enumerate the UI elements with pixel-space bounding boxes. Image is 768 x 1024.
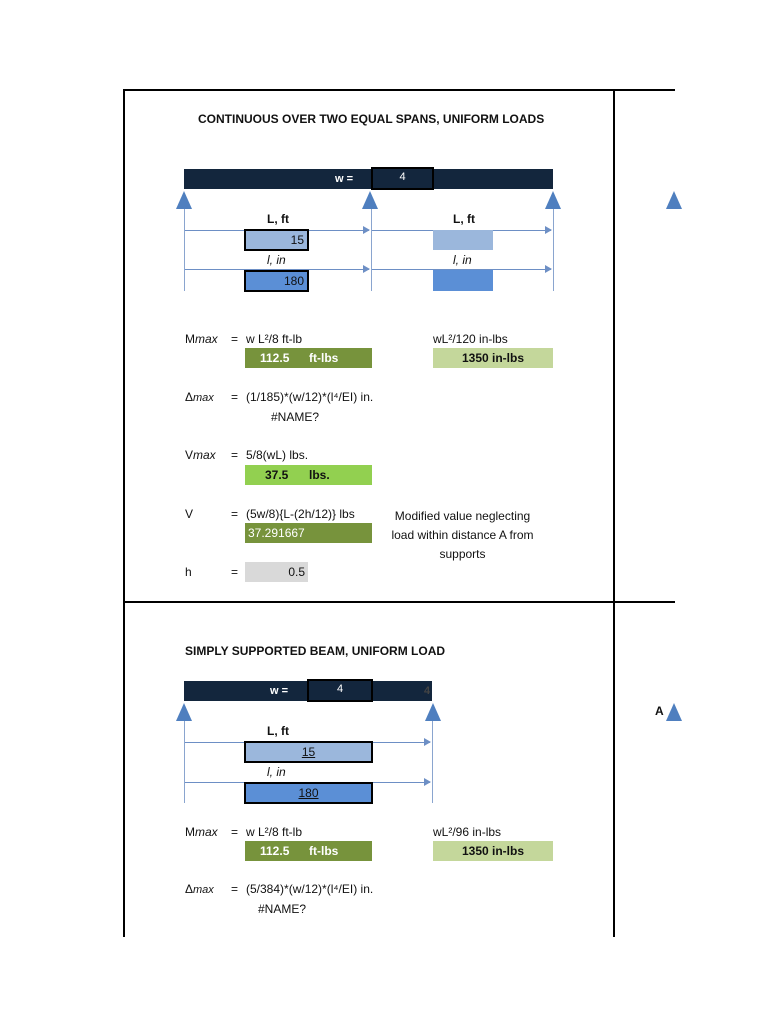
section2-title: SIMPLY SUPPORTED BEAM, UNIFORM LOAD [185, 644, 446, 658]
section1-mmax-symbol: Mmax [185, 332, 218, 346]
section2-support-right [425, 703, 441, 721]
section1-vmax-value-cell [245, 465, 372, 485]
section2-L-input[interactable] [244, 741, 373, 763]
section1-span2-L-cell [433, 230, 493, 250]
section1-w-input[interactable]: 4 [371, 167, 434, 190]
section1-dim-line-left [184, 209, 185, 291]
frame-divider [613, 89, 615, 937]
section2-mmax-formula: w L²/8 ft-lb [246, 825, 303, 839]
section2-dmax-eq: = [231, 882, 239, 896]
section2-mmax-value: 112.5 [260, 844, 290, 858]
section1-span2-l-label: l, in [453, 253, 472, 267]
section2-dmax-value: #NAME? [258, 902, 307, 916]
section1-span1-L-label: L, ft [267, 212, 289, 226]
section1-h-eq: = [231, 565, 239, 579]
section2-mmax-symbol: Mmax [185, 825, 218, 839]
section1-dmax-value: #NAME? [271, 410, 320, 424]
section1-dmax-eq: = [231, 390, 239, 404]
section2-support-left [176, 703, 192, 721]
section2-l-value: 180 [298, 786, 319, 800]
section1-L-input[interactable]: 15 [244, 229, 309, 251]
section1-title: CONTINUOUS OVER TWO EQUAL SPANS, UNIFORM LOADS [198, 112, 545, 126]
section1-v-formula: (5w/8){L-(2h/12)} lbs [246, 507, 355, 521]
section1-v-eq: = [231, 507, 239, 521]
section1-vmax-symbol: Vmax [185, 448, 216, 462]
section1-mmax-unit: ft-lbs [309, 351, 339, 365]
clipped-support-icon [666, 191, 682, 209]
section1-support-left [176, 191, 192, 209]
frame-left [123, 89, 125, 937]
section1-vmax-value: 37.5 [265, 468, 289, 482]
section2-l-label: l, in [267, 765, 286, 779]
section1-beam [184, 169, 553, 189]
section2-l-input[interactable] [244, 782, 373, 804]
section1-vmax-eq: = [231, 448, 239, 462]
clipped-label-A: A [655, 704, 664, 718]
section2-dim-line-left [184, 721, 185, 803]
section2-w-clip: 4 [424, 685, 431, 697]
section1-mmax-formula: w L²/8 ft-lb [246, 332, 303, 346]
section2-mmax-alt-value: 1350 in-lbs [433, 841, 553, 861]
clipped-support-icon-2 [666, 703, 682, 721]
section1-span2-L-label: L, ft [453, 212, 475, 226]
section1-vmax-formula: 5/8(wL) lbs. [246, 448, 309, 462]
section1-mmax-value: 112.5 [260, 351, 290, 365]
section1-support-middle [362, 191, 378, 209]
section1-span2-l-cell [433, 270, 493, 291]
section1-mmax-eq: = [231, 332, 239, 346]
section1-v-value: 37.291667 [245, 523, 372, 543]
section1-mmax-alt-value: 1350 in-lbs [433, 348, 553, 368]
section2-L-value: 15 [301, 745, 316, 759]
section2-w-label: w = [270, 685, 289, 697]
section1-mmax-value-cell [245, 348, 372, 368]
section2-mmax-value-cell [245, 841, 372, 861]
section1-span1-l-label: l, in [267, 253, 286, 267]
section1-vmax-unit: lbs. [309, 468, 330, 482]
section2-mmax-eq: = [231, 825, 239, 839]
section1-support-right [545, 191, 561, 209]
section2-mmax-unit: ft-lbs [309, 844, 339, 858]
section1-dmax-symbol: Δmax [185, 390, 214, 404]
frame-top [123, 89, 675, 91]
section1-w-label: w = [335, 173, 354, 185]
section2-w-input[interactable]: 4 [307, 679, 373, 702]
section1-mmax-alt-formula: wL²/120 in-lbs [433, 332, 508, 346]
section2-mmax-alt-formula: wL²/96 in-lbs [433, 825, 502, 839]
section1-dim-line-right [553, 209, 554, 291]
section2-L-label: L, ft [267, 724, 289, 738]
section1-h-symbol: h [185, 565, 192, 579]
section1-dim-line-middle [371, 209, 372, 291]
section1-v-symbol: V [185, 507, 194, 521]
section1-dmax-formula: (1/185)*(w/12)*(l⁴/EI) in. [246, 390, 374, 404]
section1-h-input[interactable]: 0.5 [245, 562, 308, 582]
section2-dmax-symbol: Δmax [185, 882, 214, 896]
section2-dmax-formula: (5/384)*(w/12)*(l⁴/EI) in. [246, 882, 374, 896]
section1-l-input[interactable]: 180 [244, 270, 309, 292]
section1-v-note: Modified value neglecting load within distance A from supports [391, 509, 534, 561]
section2-dim-line-right [432, 721, 433, 803]
frame-middle [123, 601, 675, 603]
